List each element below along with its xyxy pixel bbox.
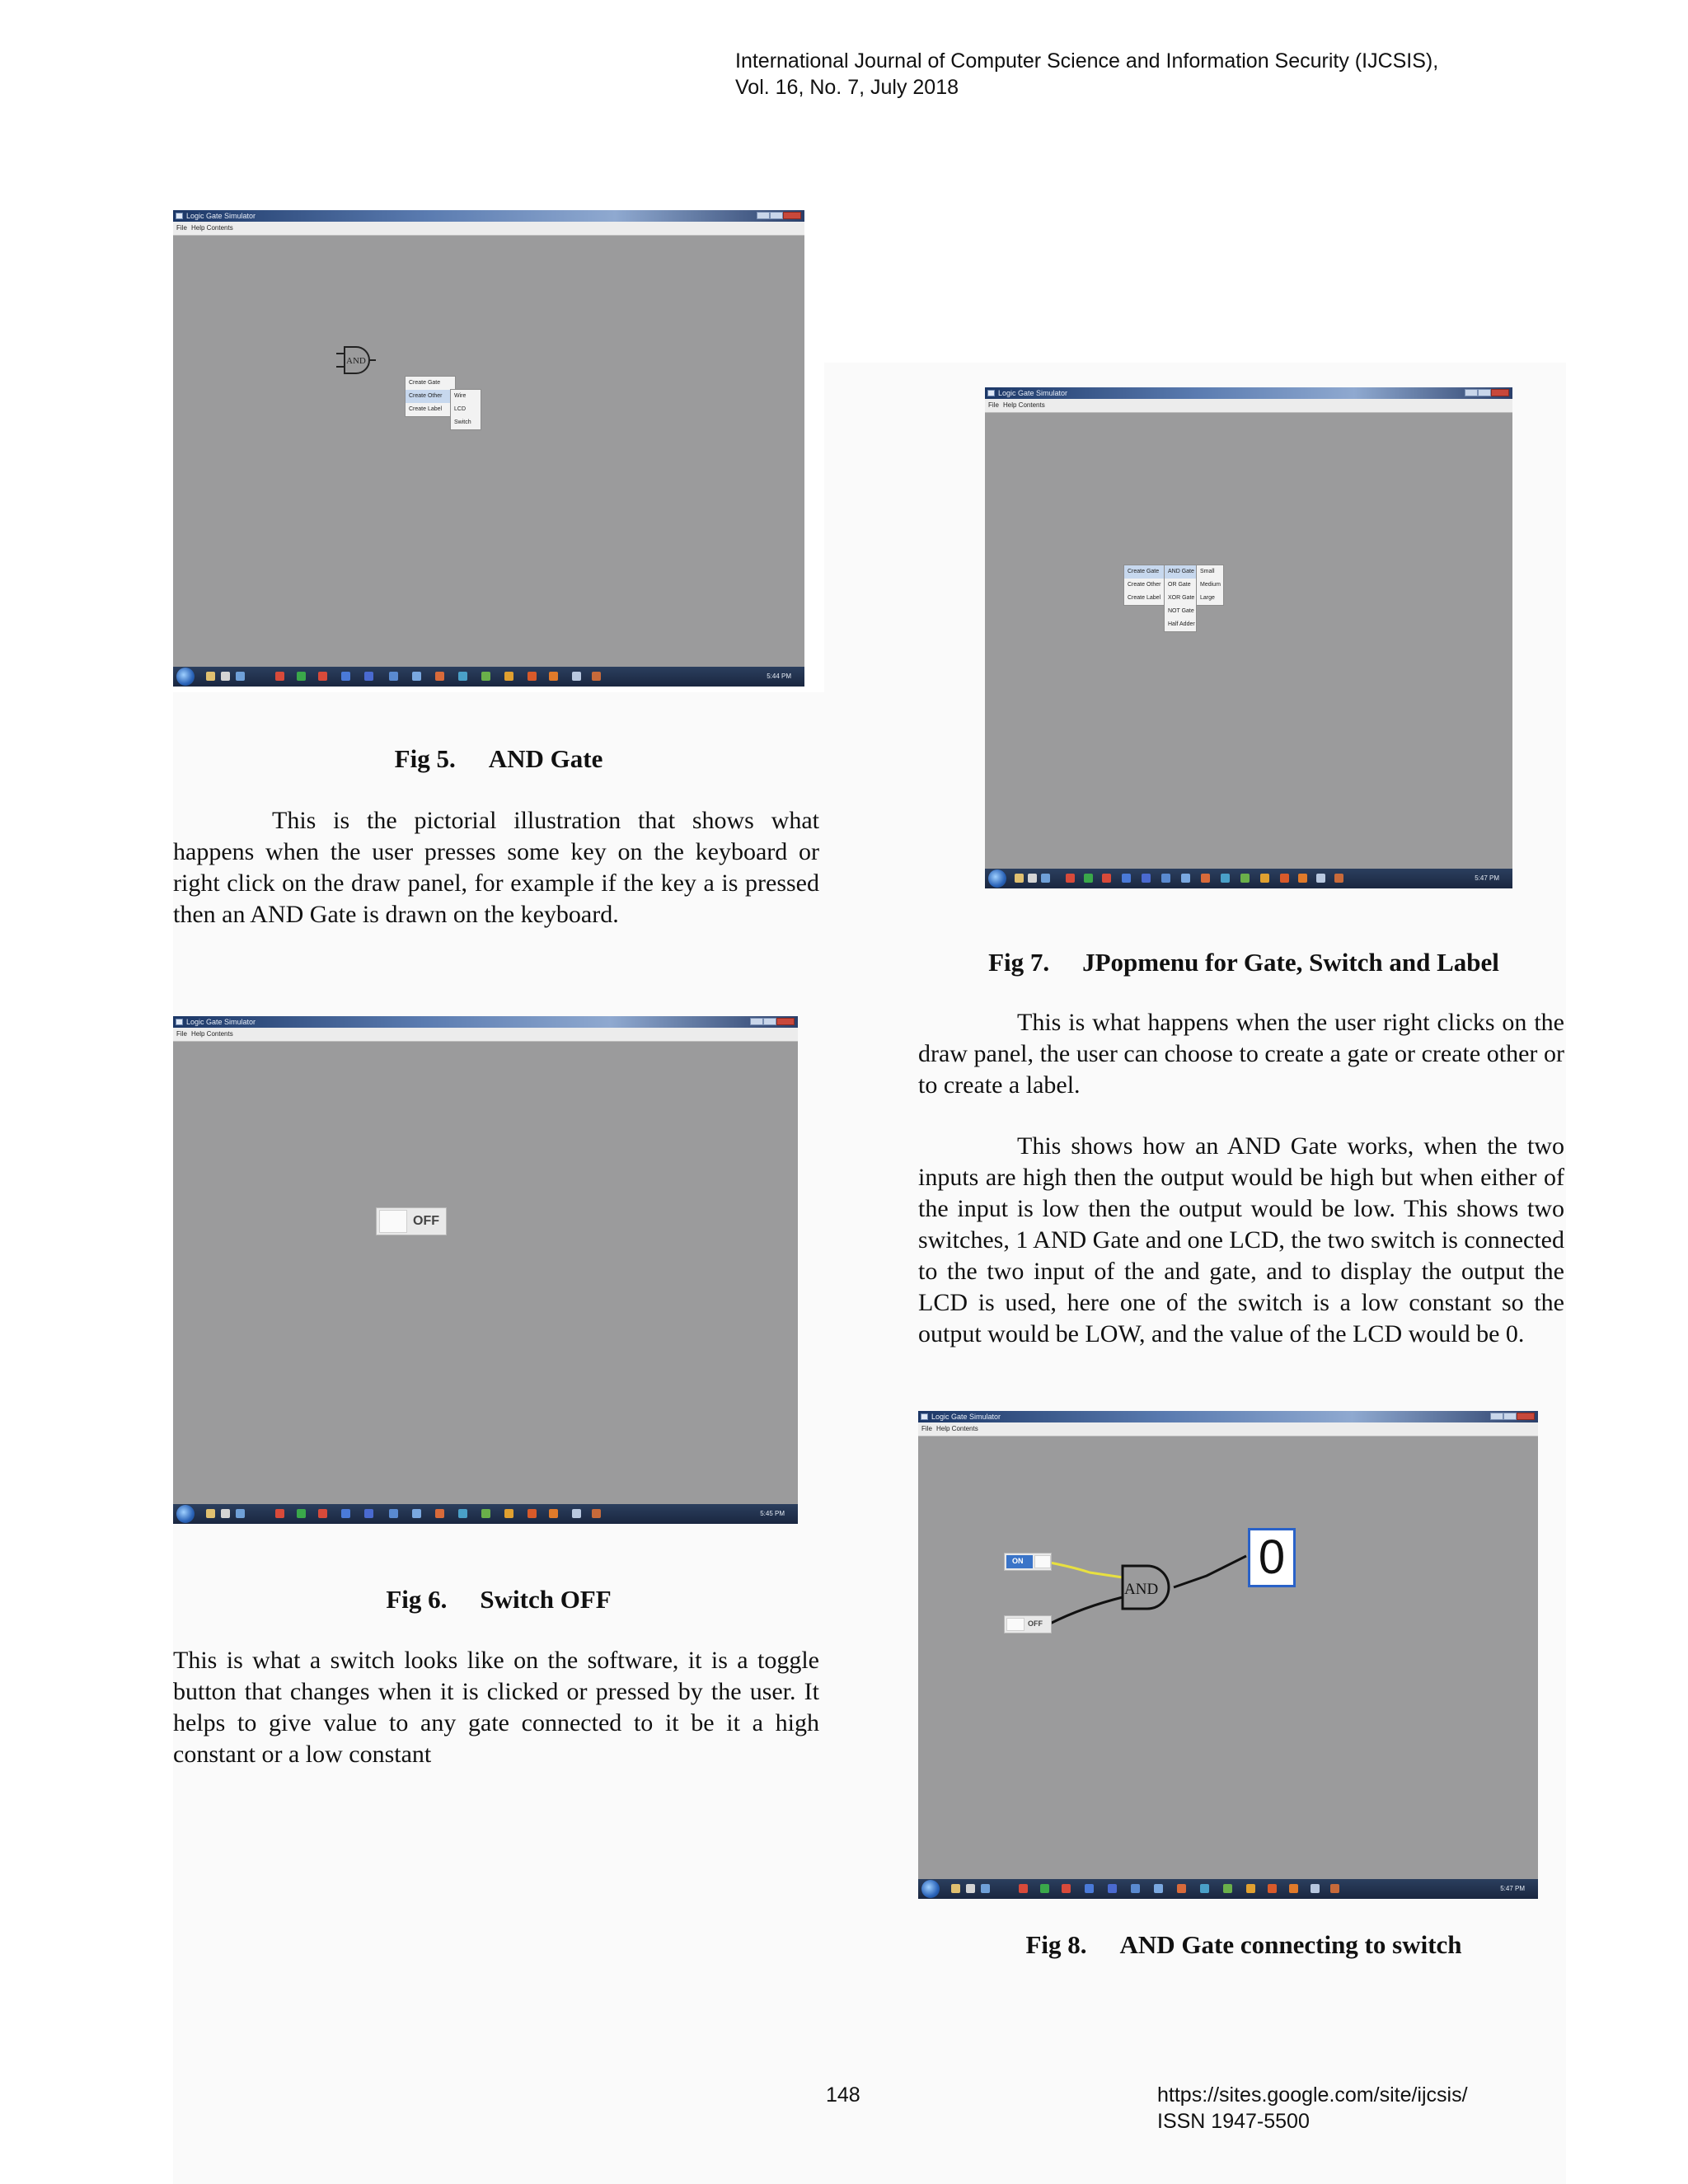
taskbar-app-icon[interactable] — [1122, 874, 1131, 883]
taskbar-app-icon[interactable] — [1142, 874, 1151, 883]
fig8-caption-number: Fig 8. — [1025, 1930, 1087, 1959]
menu-item-lcd[interactable]: LCD — [454, 406, 467, 412]
switch-off-toggle[interactable] — [1004, 1615, 1052, 1633]
menu-item-half-adder[interactable]: Half Adder — [1168, 621, 1195, 627]
minimize-button[interactable] — [1465, 389, 1478, 396]
taskbar-app-icon[interactable] — [1019, 1884, 1028, 1893]
window-title: Logic Gate Simulator — [998, 389, 1068, 397]
menu-item-and-gate[interactable]: AND Gate — [1165, 565, 1196, 579]
taskbar-app-icon[interactable] — [981, 1884, 990, 1893]
fig7-caption-number: Fig 7. — [988, 948, 1050, 977]
taskbar-app-icon[interactable] — [1102, 874, 1111, 883]
taskbar-app-icon[interactable] — [435, 1509, 444, 1518]
maximize-button[interactable] — [1478, 389, 1491, 396]
menu-item-create-other[interactable]: Create Other — [1128, 582, 1161, 588]
taskbar-app-icon[interactable] — [1201, 874, 1210, 883]
taskbar — [918, 1879, 1538, 1899]
menu-item-large[interactable]: Large — [1200, 595, 1215, 601]
fig5-caption-text: AND Gate — [488, 744, 603, 773]
taskbar-app-icon[interactable] — [275, 672, 284, 681]
taskbar-app-icon[interactable] — [341, 672, 350, 681]
taskbar-app-icon[interactable] — [572, 1509, 581, 1518]
taskbar — [173, 667, 804, 687]
taskbar-app-icon[interactable] — [528, 672, 537, 681]
journal-header-title: International Journal of Computer Science and Information Security (IJCSIS), — [735, 49, 1439, 73]
switch-state-label: OFF — [413, 1214, 439, 1228]
taskbar-app-icon[interactable] — [1334, 874, 1343, 883]
menu-item-small[interactable]: Small — [1200, 569, 1215, 574]
switch-knob — [1006, 1618, 1025, 1631]
taskbar-app-icon[interactable] — [1062, 1884, 1071, 1893]
fig7-description: This is what happens when the user right clicks on the draw panel, the user can choose to create a gate or create other or to create a label. — [918, 1009, 1564, 1099]
menu-item-medium[interactable]: Medium — [1200, 582, 1221, 588]
start-button[interactable] — [921, 1880, 940, 1898]
window-title: Logic Gate Simulator — [186, 1018, 256, 1026]
taskbar-app-icon[interactable] — [412, 672, 421, 681]
taskbar-app-icon[interactable] — [297, 672, 306, 681]
popup-menu-main — [405, 376, 456, 417]
fig5-screenshot — [173, 210, 804, 687]
taskbar-app-icon[interactable] — [504, 1509, 513, 1518]
taskbar-app-icon[interactable] — [236, 1509, 245, 1518]
window-title: Logic Gate Simulator — [186, 212, 256, 220]
fig5-description: This is the pictorial illustration that shows what happens when the user presses some key on the keyboard or right click on the draw panel, for example if the key a is pressed then an AND Gate is drawn on the keyboard. — [173, 807, 819, 928]
taskbar-app-icon[interactable] — [341, 1509, 350, 1518]
menu-item-switch[interactable]: Switch — [454, 419, 471, 425]
window-titlebar — [985, 387, 1512, 399]
wire-off-switch — [1050, 1597, 1123, 1624]
taskbar-app-icon[interactable] — [1280, 874, 1289, 883]
taskbar-app-icon[interactable] — [389, 1509, 398, 1518]
wire-to-lcd — [1174, 1556, 1246, 1587]
taskbar-app-icon[interactable] — [1221, 874, 1230, 883]
menu-item-create-gate[interactable]: Create Gate — [1124, 565, 1164, 579]
taskbar-app-icon[interactable] — [1084, 874, 1093, 883]
taskbar-app-icon[interactable] — [1108, 1884, 1117, 1893]
taskbar-app-icon[interactable] — [592, 1509, 601, 1518]
taskbar-app-icon[interactable] — [1246, 1884, 1255, 1893]
popup-menu-main — [1123, 565, 1165, 606]
journal-header — [735, 48, 1438, 101]
taskbar-app-icon[interactable] — [1260, 874, 1269, 883]
menu-file[interactable]: File — [988, 401, 999, 409]
menu-item-create-label[interactable]: Create Label — [1128, 595, 1161, 601]
taskbar — [173, 1504, 798, 1524]
fig5-caption-number: Fig 5. — [394, 744, 456, 773]
window-titlebar — [173, 1016, 798, 1028]
menu-item-xor-gate[interactable]: XOR Gate — [1168, 595, 1195, 601]
menu-bar — [173, 1028, 798, 1042]
fig6-caption-text: Switch OFF — [480, 1585, 612, 1614]
fig8-screenshot — [918, 1411, 1538, 1899]
fig7-screenshot — [985, 387, 1512, 888]
menu-item-create-gate[interactable]: Create Gate — [409, 380, 441, 386]
minimize-button[interactable] — [750, 1018, 763, 1025]
popup-menu-other — [450, 389, 481, 430]
close-button[interactable] — [776, 1018, 795, 1025]
taskbar-app-icon[interactable] — [435, 672, 444, 681]
menu-bar — [985, 399, 1512, 413]
switch-on-label: ON — [1012, 1557, 1024, 1565]
and-gate-label: AND — [346, 356, 366, 366]
close-button[interactable] — [783, 212, 801, 219]
footer-issn: ISSN 1947-5500 — [1157, 2110, 1310, 2133]
menu-item-or-gate[interactable]: OR Gate — [1168, 582, 1191, 588]
fig8-caption-text: AND Gate connecting to switch — [1119, 1930, 1462, 1959]
taskbar-app-icon[interactable] — [1240, 874, 1250, 883]
taskbar-app-icon[interactable] — [504, 672, 513, 681]
menu-item-wire[interactable]: Wire — [454, 393, 467, 399]
switch-knob — [379, 1210, 407, 1233]
and-gate-symbol[interactable] — [1123, 1566, 1169, 1609]
menu-item-not-gate[interactable]: NOT Gate — [1168, 608, 1194, 614]
taskbar — [985, 869, 1512, 888]
popup-menu-sizes — [1196, 565, 1224, 606]
menu-help[interactable]: Help Contents — [936, 1425, 978, 1432]
taskbar-app-icon[interactable] — [221, 672, 230, 681]
taskbar-app-icon[interactable] — [1085, 1884, 1094, 1893]
taskbar-app-icon[interactable] — [297, 1509, 306, 1518]
app-icon — [176, 1019, 183, 1025]
taskbar-clock: 5:47 PM — [1500, 1885, 1525, 1892]
menu-help[interactable]: Help Contents — [191, 1030, 233, 1038]
switch-off-label: OFF — [1028, 1619, 1043, 1628]
taskbar-app-icon[interactable] — [1181, 874, 1190, 883]
menu-help[interactable]: Help Contents — [1003, 401, 1045, 409]
maximize-button[interactable] — [770, 212, 783, 219]
footer-url[interactable]: https://sites.google.com/site/ijcsis/ — [1157, 2083, 1468, 2107]
taskbar-app-icon[interactable] — [1289, 1884, 1298, 1893]
taskbar-app-icon[interactable] — [1154, 1884, 1163, 1893]
start-button[interactable] — [176, 1505, 195, 1523]
taskbar-app-icon[interactable] — [1316, 874, 1325, 883]
taskbar-app-icon[interactable] — [236, 672, 245, 681]
page-number: 148 — [826, 2083, 860, 2107]
taskbar-app-icon[interactable] — [1311, 1884, 1320, 1893]
menu-file[interactable]: File — [176, 1030, 187, 1038]
taskbar-app-icon[interactable] — [364, 672, 373, 681]
taskbar-app-icon[interactable] — [1015, 874, 1024, 883]
menu-bar — [173, 222, 804, 236]
and-gate-symbol[interactable] — [336, 344, 376, 377]
menu-help[interactable]: Help Contents — [191, 224, 233, 232]
maximize-button[interactable] — [763, 1018, 776, 1025]
taskbar-app-icon[interactable] — [1040, 1884, 1049, 1893]
app-icon — [176, 213, 183, 219]
start-button[interactable] — [176, 668, 195, 686]
close-button[interactable] — [1491, 389, 1509, 396]
taskbar-app-icon[interactable] — [592, 672, 601, 681]
taskbar-app-icon[interactable] — [206, 672, 215, 681]
taskbar-clock: 5:44 PM — [767, 673, 791, 680]
taskbar-app-icon[interactable] — [318, 1509, 327, 1518]
taskbar-app-icon[interactable] — [572, 672, 581, 681]
switch-on-toggle[interactable] — [1004, 1553, 1052, 1571]
menu-file[interactable]: File — [176, 224, 187, 232]
journal-header-volume: Vol. 16, No. 7, July 2018 — [735, 76, 959, 99]
fig6-description: This is what a switch looks like on the software, it is a toggle button that changes when it is clicked or pressed by the user. It helps to give value to any gate connected to it be it a high constant or a low constant — [173, 1647, 819, 1768]
taskbar-app-icon[interactable] — [412, 1509, 421, 1518]
start-button[interactable] — [988, 869, 1006, 888]
switch-knob — [1034, 1555, 1051, 1568]
app-icon — [987, 390, 995, 396]
fig8-caption — [918, 1930, 1569, 1960]
taskbar-app-icon[interactable] — [458, 1509, 467, 1518]
fig7-caption-text: JPopmenu for Gate, Switch and Label — [1082, 948, 1499, 977]
minimize-button[interactable] — [757, 212, 770, 219]
and-gate-explanation: This shows how an AND Gate works, when the two inputs are high then the output would be high but when either of the input is low then the output would be low. This shows two switches, 1 AND Gate and one LCD, the two switch is connected to the two input of the and gate, and to display the output the LCD is used, here one of the switch is a low constant so the output would be LOW, and the value of the LCD would be 0. — [918, 1132, 1564, 1347]
taskbar-app-icon[interactable] — [1066, 874, 1075, 883]
taskbar-app-icon[interactable] — [481, 1509, 490, 1518]
fig6-caption-number: Fig 6. — [386, 1585, 448, 1614]
lcd-display: 0 — [1248, 1528, 1296, 1587]
menu-item-create-label[interactable]: Create Label — [409, 406, 443, 412]
and-gate-label: AND — [1124, 1581, 1159, 1598]
wire-on-switch — [1050, 1563, 1123, 1577]
fig6-screenshot — [173, 1016, 798, 1524]
taskbar-app-icon[interactable] — [206, 1509, 215, 1518]
taskbar-app-icon[interactable] — [1161, 874, 1170, 883]
taskbar-app-icon[interactable] — [1268, 1884, 1277, 1893]
taskbar-app-icon[interactable] — [966, 1884, 975, 1893]
window-title: Logic Gate Simulator — [931, 1413, 1001, 1421]
taskbar-app-icon[interactable] — [549, 1509, 558, 1518]
taskbar-app-icon[interactable] — [1028, 874, 1037, 883]
fig6-caption — [173, 1585, 824, 1615]
taskbar-app-icon[interactable] — [275, 1509, 284, 1518]
taskbar-clock: 5:45 PM — [760, 1510, 785, 1517]
window-titlebar — [173, 210, 804, 222]
popup-menu-gates — [1164, 565, 1197, 632]
fig5-caption — [173, 744, 824, 774]
taskbar-app-icon[interactable] — [458, 672, 467, 681]
taskbar-app-icon[interactable] — [389, 672, 398, 681]
taskbar-app-icon[interactable] — [528, 1509, 537, 1518]
taskbar-app-icon[interactable] — [1223, 1884, 1232, 1893]
menu-item-create-other[interactable]: Create Other — [406, 390, 455, 403]
taskbar-app-icon[interactable] — [549, 672, 558, 681]
taskbar-app-icon[interactable] — [1200, 1884, 1209, 1893]
taskbar-app-icon[interactable] — [221, 1509, 230, 1518]
taskbar-app-icon[interactable] — [364, 1509, 373, 1518]
switch-toggle[interactable] — [376, 1207, 447, 1235]
fig7-caption — [918, 948, 1569, 977]
taskbar-app-icon[interactable] — [1330, 1884, 1339, 1893]
taskbar-app-icon[interactable] — [481, 672, 490, 681]
taskbar-app-icon[interactable] — [1041, 874, 1050, 883]
taskbar-app-icon[interactable] — [951, 1884, 960, 1893]
taskbar-clock: 5:47 PM — [1475, 874, 1499, 882]
circuit-wires — [918, 1411, 1538, 1899]
taskbar-app-icon[interactable] — [1131, 1884, 1140, 1893]
taskbar-app-icon[interactable] — [1177, 1884, 1186, 1893]
taskbar-app-icon[interactable] — [318, 672, 327, 681]
taskbar-app-icon[interactable] — [1298, 874, 1307, 883]
menu-file[interactable]: File — [921, 1425, 932, 1432]
